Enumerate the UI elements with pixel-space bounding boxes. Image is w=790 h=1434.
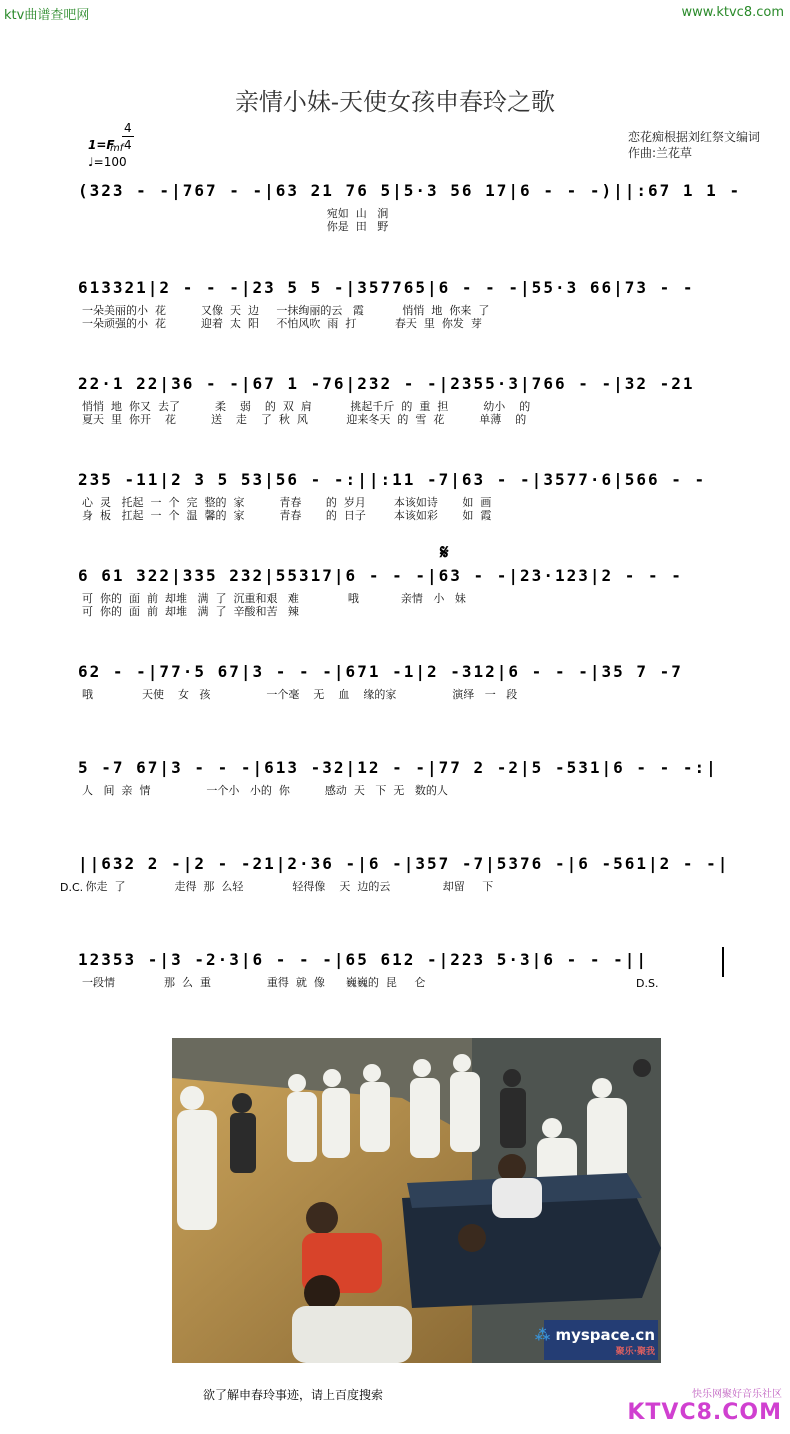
lyricist-credit: 恋花痴根据刘红祭文编词: [628, 130, 761, 144]
score-row-4: [78, 467, 728, 527]
myspace-brand-text: myspace.cn: [555, 1326, 655, 1344]
score-row-6: [78, 659, 728, 707]
lyric-verse-1: 悄悄 地 你又 去了 柔 弱 的 双 肩 挑起千斤 的 重 担 幼小 的: [82, 400, 531, 413]
notation-line: 6 61 322|335 232|55317|6 - - -|63 - -|23·123|2 - - -: [78, 566, 683, 585]
tempo-mark: ♩=100: [88, 155, 127, 169]
notation-line: 12353 -|3 -2·3|6 - - -|65 612 -|223 5·3|6 - - -||: [78, 950, 649, 969]
score-row-8: [78, 851, 728, 899]
lyric-verse-1: 可 你的 面 前 却堆 满 了 沉重和艰 难 哦 亲情 小 妹: [82, 592, 466, 605]
watermark-brand: KTVC8.COM: [627, 1400, 782, 1425]
lyric-verse-1: 你走 了 走得 那 么轻 轻得像 天 边的云 却留 下: [82, 880, 494, 893]
photo-watermark-brand: [535, 1326, 655, 1357]
photo-caption: 欲了解申春玲事迹，请上百度搜索: [203, 1388, 384, 1402]
lyric-verse-2: 一朵顽强的小 花 迎着 太 阳 不怕风吹 雨 打 春天 里 你发 芽: [82, 317, 482, 330]
score-row-2: [78, 275, 728, 335]
notation-line: ||632 2 -|2 - -21|2·36 -|6 -|357 -7|5376 -|6 -561|2 - -|: [78, 854, 730, 873]
photo-illustration: [172, 1038, 661, 1363]
lyric-verse-2: 可 你的 面 前 却堆 满 了 辛酸和苦 辣: [82, 605, 299, 618]
lyric-verse-1: 哦 天使 女 孩 一个毫 无 血 缘的家 演绎 一 段: [82, 688, 518, 701]
site-brand-left[interactable]: ktv曲谱查吧网: [4, 8, 90, 23]
watermark-slogan: 快乐网聚好音乐社区: [692, 1389, 782, 1400]
segno-mark: 𝄋: [440, 540, 449, 564]
lyric-verse-1: 人 间 亲 情 一个小 小的 你 感动 天 下 无 数的人: [82, 784, 448, 797]
notation-line: 62 - -|77·5 67|3 - - -|671 -1|2 -312|6 - - -|35 7 -7: [78, 662, 683, 681]
lyric-verse-2: 夏天 里 你开 花 送 走 了 秋 风 迎来冬天 的 雪 花 单薄 的: [82, 413, 527, 426]
time-signature-bottom: 4: [124, 138, 132, 152]
notation-line: 5 -7 67|3 - - -|613 -32|12 - -|77 2 -2|5 -531|6 - - -:|: [78, 758, 718, 777]
memorial-photo: [172, 1038, 661, 1363]
dynamic-mark: mf: [110, 143, 124, 154]
score-row-7: [78, 755, 728, 803]
score-row-9: [78, 947, 728, 995]
lyric-verse-1: 一朵美丽的小 花 又像 天 边 一抹绚丽的云 霞 悄悄 地 你来 了: [82, 304, 490, 317]
song-title: 亲情小妹-天使女孩申春玲之歌: [234, 88, 556, 116]
lyric-verse-1: 宛如 山 涧: [82, 207, 389, 220]
composer-credit: 作曲:兰花草: [628, 146, 693, 160]
final-barline: [722, 947, 724, 977]
score-row-3: [78, 371, 728, 431]
notation-line: 22·1 22|36 - -|67 1 -76|232 - -|2355·3|766 - -|32 -21: [78, 374, 695, 393]
lyric-verse-2: 身 板 扛起 一 个 温 馨的 家 青春 的 日子 本该如彩 如 霞: [82, 509, 492, 522]
footer-watermark[interactable]: [627, 1385, 782, 1425]
lyric-verse-2: 你是 田 野: [82, 220, 389, 233]
myspace-logo-icon: ⁂: [534, 1326, 551, 1344]
time-signature-top: 4: [124, 121, 132, 135]
key-signature: 1=F: [88, 138, 115, 152]
notation-line: 613321|2 - - -|23 5 5 -|357765|6 - - -|55·3 66|73 - -: [78, 278, 695, 297]
score-row-5: [78, 563, 728, 623]
lyric-verse-1: 一段情 那 么 重 重得 就 像 巍巍的 昆 仑: [82, 976, 426, 989]
dal-segno-mark: D.S.: [636, 977, 659, 990]
da-capo-mark: D.C.: [60, 881, 84, 894]
notation-line: (323 - -|767 - -|63 21 76 5|5·3 56 17|6 - - -)||:67 1 1 -: [78, 181, 742, 200]
lyric-verse-1: 心 灵 托起 一 个 完 整的 家 青春 的 岁月 本该如诗 如 画: [82, 496, 492, 509]
score-row-1: [78, 178, 742, 238]
myspace-subtext: 聚乐·聚我: [615, 1347, 655, 1357]
site-url-right[interactable]: www.ktvc8.com: [681, 5, 784, 20]
notation-line: 235 -11|2 3 5 53|56 - -:||:11 -7|63 - -|3577·6|566 - -: [78, 470, 707, 489]
time-signature-line: [122, 136, 134, 137]
